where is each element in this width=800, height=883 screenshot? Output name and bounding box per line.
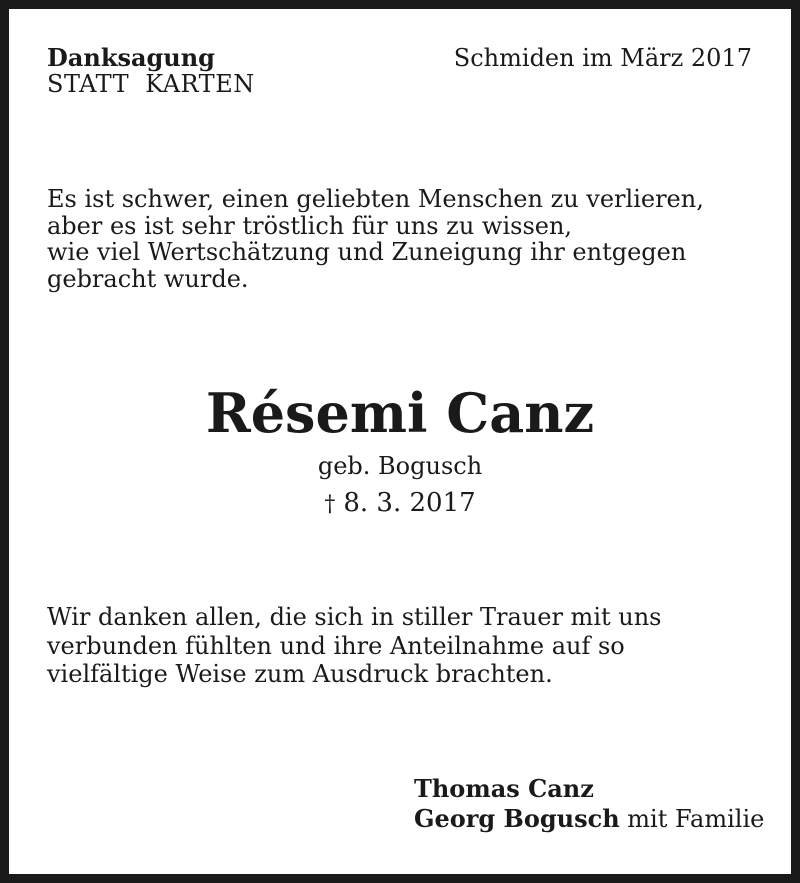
signature-line (414, 804, 764, 834)
quote-line: Es ist schwer, einen geliebten Menschen zu verlieren, (47, 185, 704, 213)
notice-header (47, 45, 255, 97)
signer-name: Georg Bogusch (414, 804, 620, 833)
thanks-line: verbunden fühlten und ihre Anteilnahme auf so (47, 631, 625, 660)
place-date: Schmiden im März 2017 (453, 44, 752, 72)
signer-suffix: mit Familie (627, 805, 765, 833)
cross-icon: † (324, 492, 336, 517)
thanks-line: Wir danken allen, die sich in stiller Trauer mit uns (47, 603, 662, 631)
quote-line: gebracht wurde. (47, 264, 249, 293)
signature-line (414, 774, 764, 804)
quote-line: wie viel Wertschätzung und Zuneigung ihr entgegen (47, 238, 687, 266)
thanks-block (47, 603, 662, 689)
signer-name: Thomas Canz (414, 774, 594, 803)
notice-heading: Danksagung (47, 43, 215, 72)
death-date: 8. 3. 2017 (343, 488, 476, 518)
quote-line: aber es ist sehr tröstlich für uns zu wissen, (47, 211, 573, 240)
birth-name: geb. Bogusch (317, 452, 483, 480)
notice-subheading: STATT KARTEN (47, 70, 255, 98)
thanks-line: vielfältige Weise zum Ausdruck brachten. (47, 660, 553, 688)
death-date-line (0, 488, 800, 520)
quote-block (47, 186, 704, 292)
deceased-name: Résemi Canz (205, 381, 595, 445)
signature-block (414, 774, 764, 834)
